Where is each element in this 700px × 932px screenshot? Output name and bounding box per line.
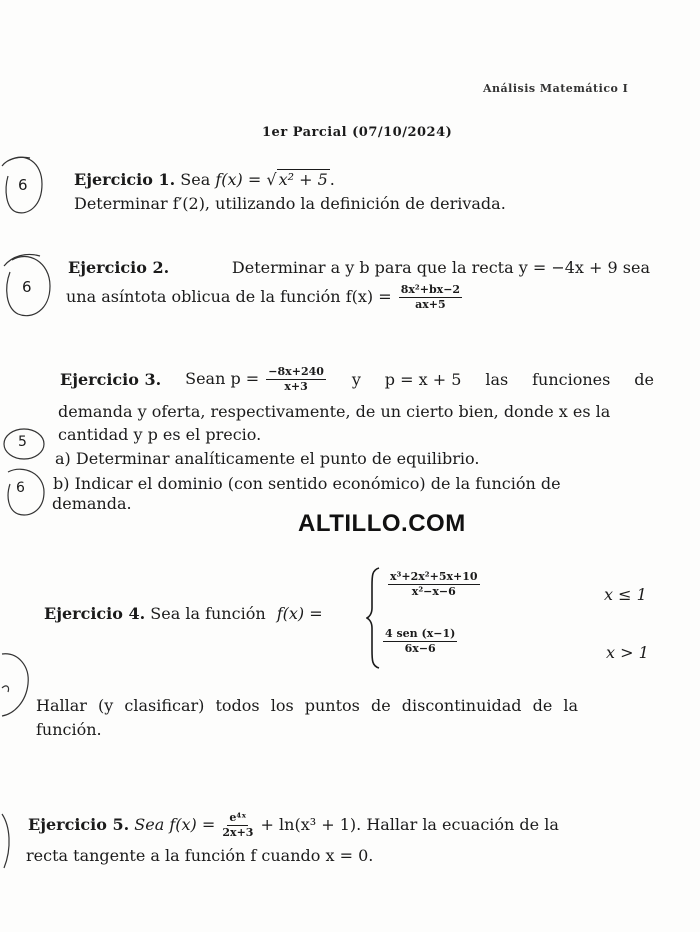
ex3-label: Ejercicio 3. — [60, 369, 162, 389]
ex3-supply: p = x + 5 — [384, 369, 462, 389]
margin-mark-4: 6 — [16, 480, 25, 496]
ex3-de: de — [634, 369, 654, 389]
ex3-line1 — [60, 366, 654, 393]
ex4-line3: función. — [36, 720, 102, 739]
ex4-line2 — [36, 696, 664, 716]
ex3-frac-num: −8x+240 — [268, 365, 324, 378]
ex1-sqrt-body: x² + 5 — [278, 170, 328, 189]
watermark-brand: ALTILLO.COM — [298, 510, 466, 537]
ex3-las: las — [485, 369, 509, 389]
course-name: Análisis Matemático I — [483, 82, 629, 95]
ex5-frac-num: e⁴ˣ — [229, 811, 247, 824]
ex4-line1 — [44, 604, 323, 624]
ex2-line1-text: Determinar a y b para que la recta y = −4x + 9 sea — [231, 258, 650, 277]
ex2-line2-text: una asíntota oblicua de la función f(x) = — [66, 287, 392, 306]
margin-circle-4 — [0, 464, 50, 520]
margin-arc-6 — [0, 812, 20, 872]
ex4-case2-den: 6x−6 — [404, 642, 436, 655]
ex4-line2-text: Hallar (y clasificar) todos los puntos de discontinuidad de la — [36, 696, 579, 715]
piecewise-brace — [366, 566, 382, 670]
ex4-case1-fraction — [386, 571, 482, 598]
ex5-line1 — [28, 812, 559, 839]
ex2-frac-num: 8x²+bx−2 — [400, 283, 461, 296]
ex3-frac-den: x+3 — [284, 380, 308, 393]
ex2-frac-den: ax+5 — [415, 298, 446, 311]
ex3-y: y — [351, 369, 361, 389]
exam-title: 1er Parcial (07/10/2024) — [262, 125, 453, 140]
ex2-line1 — [68, 258, 650, 278]
margin-mark-2: 6 — [22, 278, 32, 296]
ex5-fx: Sea f(x) = — [134, 815, 216, 834]
ex1-sqrt-sign: √ — [266, 170, 277, 189]
ex3-sean: Sean p = $\frac{-8x+240}{x+3}$ — [185, 365, 324, 393]
ex2-fraction — [399, 284, 462, 311]
ex1-line1 — [74, 170, 335, 190]
margin-mark-1: 6 — [18, 176, 28, 194]
ex5-line2: recta tangente a la función f cuando x = 0. — [26, 846, 374, 865]
ex2-label: Ejercicio 2. — [68, 258, 170, 277]
ex3-part-a: a) Determinar analíticamente el punto de equilibrio. — [55, 449, 480, 468]
ex5-line1-rest: + ln(x³ + 1). Hallar la ecuación de la — [260, 815, 559, 834]
ex1-period: . — [329, 170, 335, 189]
ex1-label: Ejercicio 1. — [74, 170, 176, 189]
ex4-intro: Sea la función — [150, 604, 266, 623]
ex1-line2: Determinar f′(2), utilizando la definición de derivada. — [74, 194, 506, 213]
ex3-part-b2: demanda. — [52, 494, 132, 513]
ex5-frac-den: 2x+3 — [222, 826, 254, 839]
ex1-fx: f(x) = — [215, 170, 267, 189]
ex4-case2-cond: x > 1 — [606, 643, 649, 662]
ex5-fraction — [222, 812, 253, 839]
margin-arc-5 — [0, 650, 36, 720]
ex4-case1-cond: x ≤ 1 — [604, 585, 647, 604]
ex3-funciones: funciones — [532, 369, 611, 389]
ex4-label: Ejercicio 4. — [44, 604, 146, 623]
ex4-fx: f(x) = — [276, 604, 323, 623]
ex3-line2: demanda y oferta, respectivamente, de un cierto bien, donde x es la — [58, 402, 611, 421]
ex5-label: Ejercicio 5. — [28, 815, 130, 834]
ex3-fraction — [266, 366, 326, 393]
ex1-sea: Sea — [180, 170, 211, 189]
ex3-line3: cantidad y p es el precio. — [58, 425, 262, 444]
ex4-case2-num: 4 sen (x−1) — [385, 627, 456, 640]
ex2-line2 — [66, 284, 464, 311]
ex4-case1-num: x³+2x²+5x+10 — [390, 570, 478, 583]
ex3-part-b1: b) Indicar el dominio (con sentido económico) de la función de — [53, 474, 561, 493]
margin-mark-3: 5 — [18, 434, 27, 450]
ex4-case2-fraction — [381, 628, 459, 655]
ex4-case1-den: x²−x−6 — [411, 585, 456, 598]
